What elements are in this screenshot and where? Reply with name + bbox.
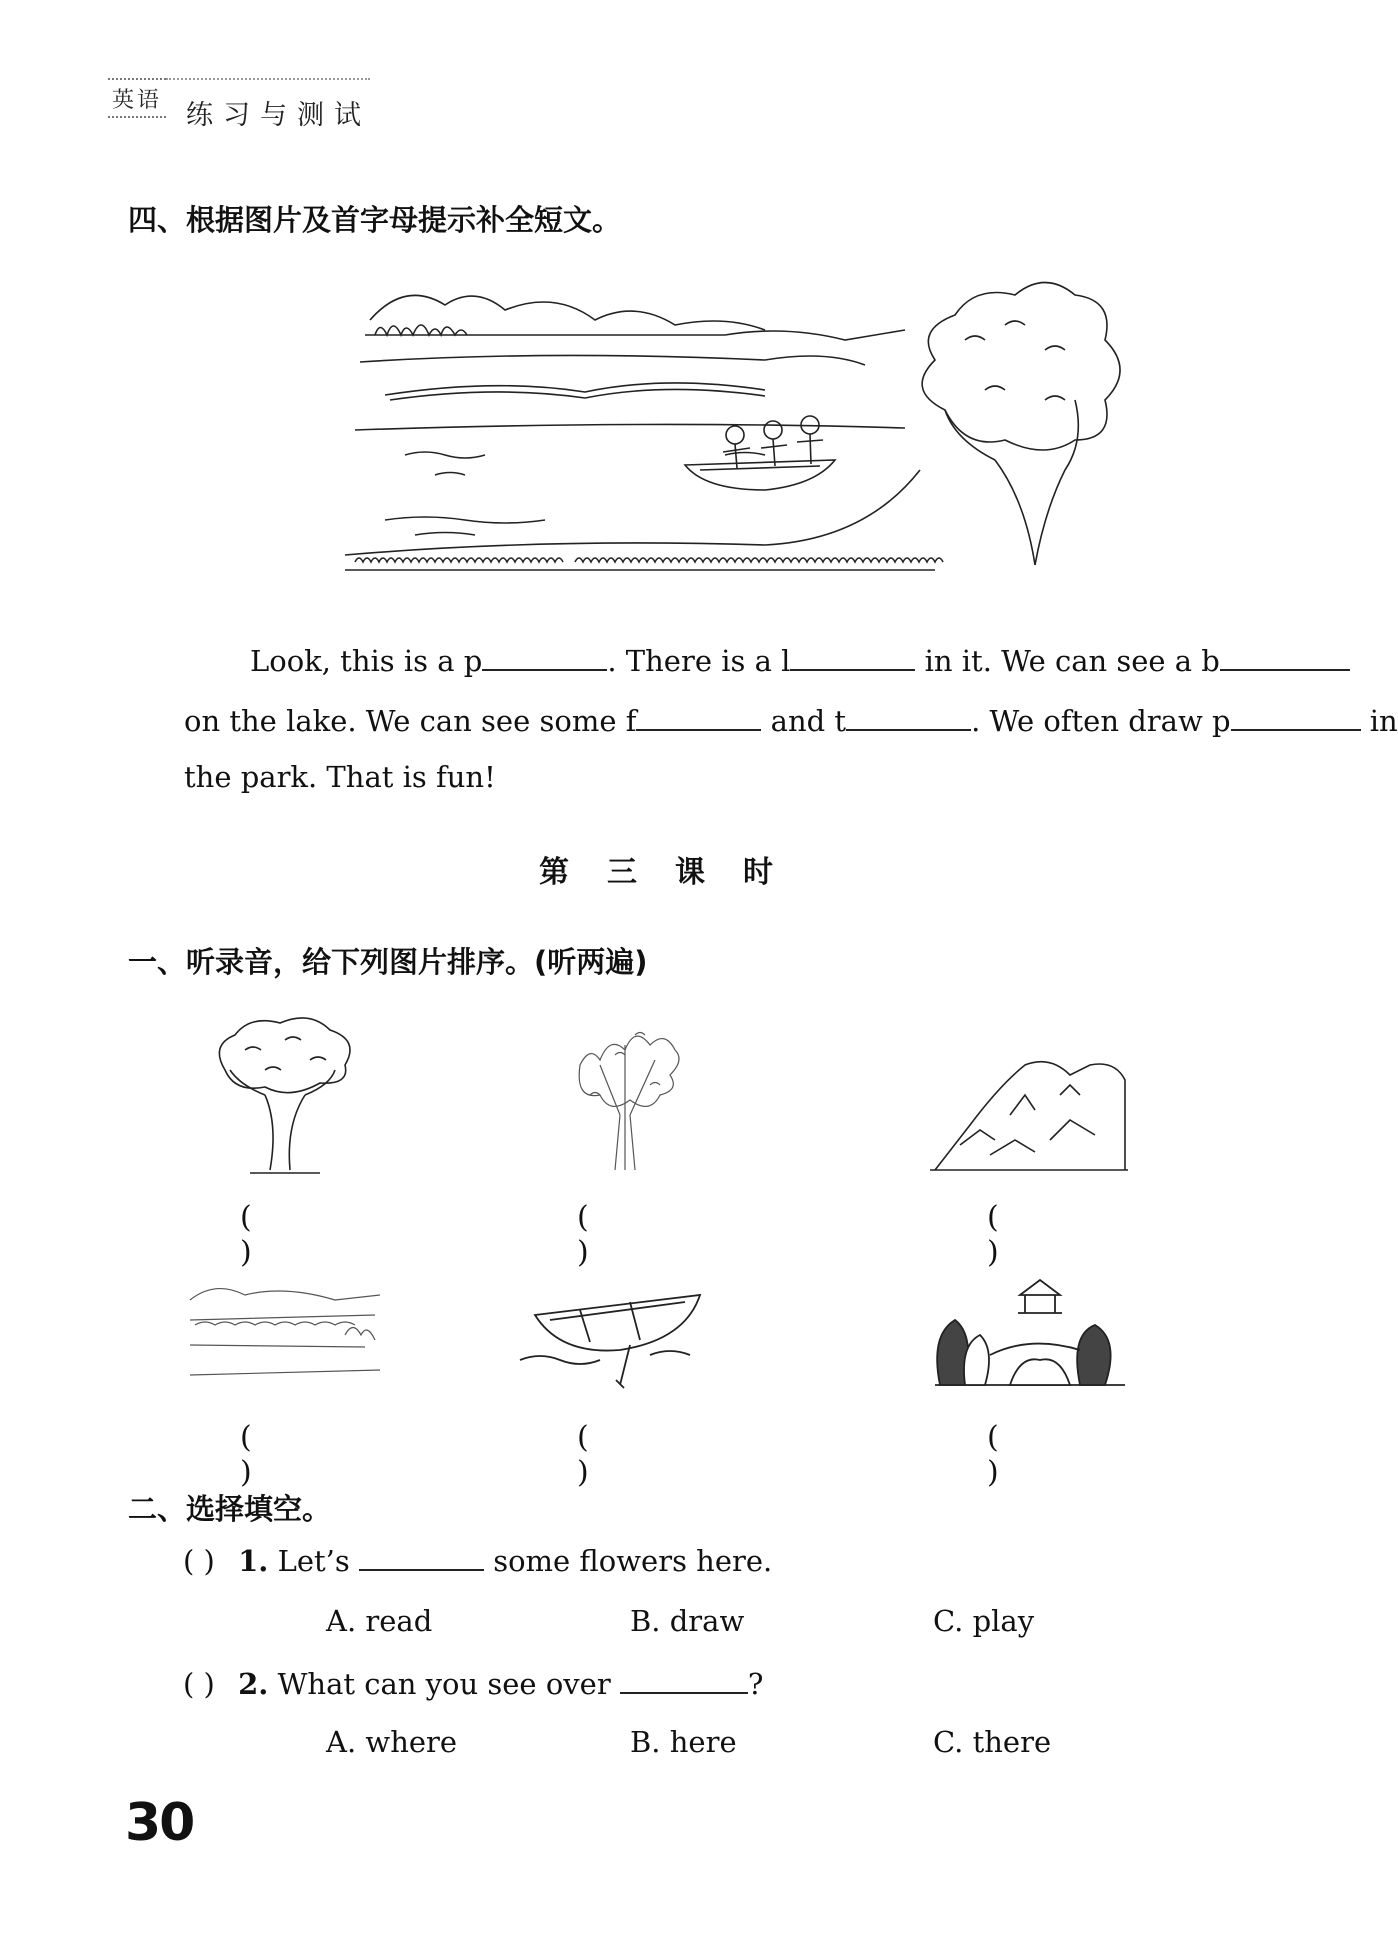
question-number: 1. [238,1544,269,1578]
passage-line-3: the park. That is fun! [184,760,496,794]
blank-trees[interactable] [846,703,971,731]
answer-paren[interactable]: ( ) [577,1200,589,1270]
option-b[interactable]: B. draw [630,1604,745,1638]
page-number: 30 [125,1793,194,1853]
question-1 [183,1543,772,1578]
question-2 [183,1666,763,1701]
passage-segment: and t [761,704,847,738]
passage-segment: . We often draw p [971,704,1231,738]
question-blank[interactable] [359,1543,484,1571]
blank-pictures[interactable] [1231,703,1361,731]
option-a[interactable]: A. read [326,1604,433,1638]
blank-lake[interactable] [790,643,915,671]
subject-label: 英语 [108,78,166,118]
lesson-title: 第三课时 [539,855,811,890]
blank-flowers[interactable] [636,703,761,731]
bamboo-picture [560,1005,690,1175]
blank-park[interactable] [482,643,607,671]
passage-line-1 [250,643,1350,676]
option-c[interactable]: C. play [933,1604,1035,1638]
option-c[interactable]: C. there [933,1725,1052,1759]
option-b[interactable]: B. here [630,1725,737,1759]
pavilion-park-picture [930,1275,1130,1390]
passage-segment: in it. We can see a b [915,644,1220,678]
river-picture [185,1275,385,1390]
hills-picture [930,1055,1130,1175]
blank-boat[interactable] [1220,643,1350,671]
answer-paren[interactable]: ( ) [987,1200,999,1270]
answer-paren[interactable]: ( ) [987,1420,999,1490]
answer-paren[interactable]: ( ) [240,1200,252,1270]
answer-paren[interactable]: ( ) [183,1667,215,1701]
answer-paren[interactable]: ( ) [240,1420,252,1490]
question-number: 2. [238,1667,269,1701]
tree-picture [210,1015,360,1175]
answer-paren[interactable]: ( ) [577,1420,589,1490]
question-text: Let’s [277,1544,359,1578]
passage-line-2 [184,703,1398,736]
choice-heading: 二、选择填空。 [128,1492,332,1526]
book-title: 练习与测试 [186,100,371,131]
boat-picture [520,1280,710,1390]
section-4-heading: 四、根据图片及首字母提示补全短文。 [128,203,622,237]
passage-segment: on the lake. We can see some f [184,704,637,738]
header-divider [166,78,370,80]
park-lake-illustration [345,280,1085,580]
question-text: some flowers here. [483,1544,773,1578]
passage-segment: . There is a l [607,644,791,678]
passage-segment: in [1360,704,1398,738]
listening-heading: 一、听录音，给下列图片排序。(听两遍) [128,945,648,979]
answer-paren[interactable]: ( ) [183,1544,215,1578]
passage-segment: Look, this is a p [250,644,483,678]
question-blank[interactable] [620,1666,748,1694]
question-text: ? [747,1667,764,1701]
option-a[interactable]: A. where [326,1725,458,1759]
question-text: What can you see over [277,1667,620,1701]
